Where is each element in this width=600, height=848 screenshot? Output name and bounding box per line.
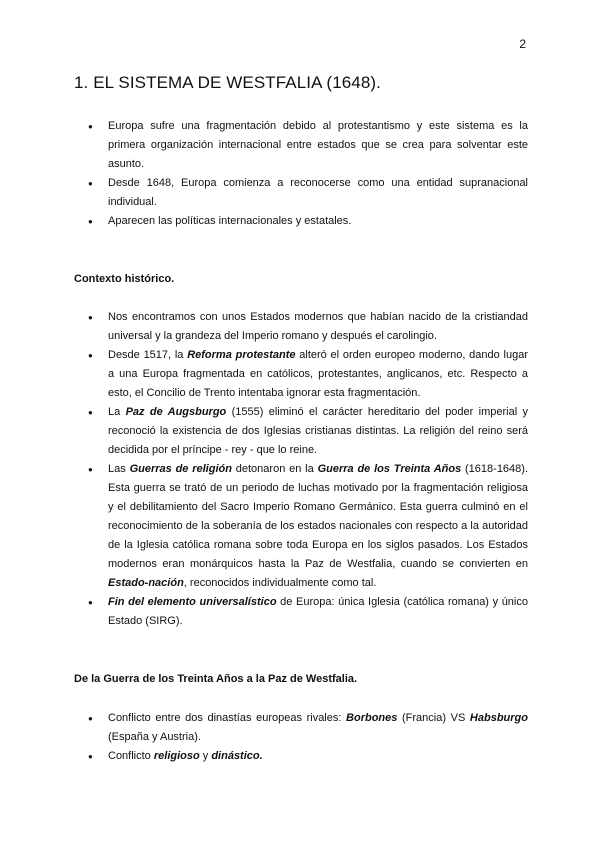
- list-item: ● Desde 1648, Europa comienza a reconocerse como una entidad supranacional individual.: [74, 174, 528, 212]
- list-item: ● Fin del elemento universalístico de Europa: única Iglesia (católica romana) y único Estado (SIRG).: [74, 593, 528, 631]
- list-item: ● La Paz de Augsburgo (1555) eliminó el carácter hereditario del poder imperial y reconoció la existencia de dos Iglesias cristianas distintas. La religión del reino será decidida por el príncipe - rey - que lo reine.: [74, 403, 528, 460]
- context-bullet-list: [74, 308, 528, 631]
- emphasis-term: dinástico.: [211, 750, 263, 762]
- intro-bullet-list: [74, 117, 528, 231]
- emphasis-term: Fin del elemento universalístico: [108, 596, 277, 608]
- emphasis-term: Guerra de los Treinta Años: [317, 463, 462, 475]
- emphasis-term: religioso: [153, 750, 200, 762]
- list-item: ● Aparecen las políticas internacionales y estatales.: [74, 212, 528, 231]
- list-item: ● Las Guerras de religión detonaron en la Guerra de los Treinta Años (1618-1648). Esta guerra se trató de un periodo de luchas motivado por la fragmentación religiosa y el debilitamiento del Sacro Imperio Romano Germánico. Esta guerra culminó en el reconocimiento de la soberanía de los estados nacionales con respecto a la autoridad de la Iglesia católica romana sobre toda Europa en los siglos pasados. Los Estados modernos eran monárquicos hasta la Paz de Westfalia, cuando se convierten en Estado-nación, reconocidos individualmente como tal.: [74, 460, 528, 593]
- list-item: ● Europa sufre una fragmentación debido al protestantismo y este sistema es la primera organización internacional entre estados que se crea para solventar este asunto.: [74, 117, 528, 174]
- page-number: 2: [519, 37, 526, 51]
- page-title: 1. EL SISTEMA DE WESTFALIA (1648).: [74, 73, 381, 92]
- emphasis-term: Habsburgo: [469, 712, 528, 724]
- emphasis-term: Borbones: [346, 712, 398, 724]
- list-item: ● Conflicto religioso y dinástico.: [74, 747, 528, 766]
- war-bullet-list: [74, 709, 528, 766]
- list-item: ● Desde 1517, la Reforma protestante alteró el orden europeo moderno, dando lugar a una Europa fragmentada en católicos, protestantes, anglicanos, etc. Respecto a esto, el Concilio de Trento intentaba ignorar esta fragmentación.: [74, 346, 528, 403]
- section-heading-war: De la Guerra de los Treinta Años a la Paz de Westfalia.: [74, 673, 358, 685]
- emphasis-term: Reforma protestante: [187, 349, 296, 361]
- list-item: ● Nos encontramos con unos Estados modernos que habían nacido de la cristiandad universal y la grandeza del Imperio romano y después el carolingio.: [74, 308, 528, 346]
- emphasis-term: Estado-nación: [108, 577, 184, 589]
- section-heading-context: Contexto histórico.: [74, 273, 175, 285]
- emphasis-term: Paz de Augsburgo: [125, 406, 227, 418]
- list-item: ● Conflicto entre dos dinastías europeas rivales: Borbones (Francia) VS Habsburgo (España y Austria).: [74, 709, 528, 747]
- emphasis-term: Guerras de religión: [129, 463, 232, 475]
